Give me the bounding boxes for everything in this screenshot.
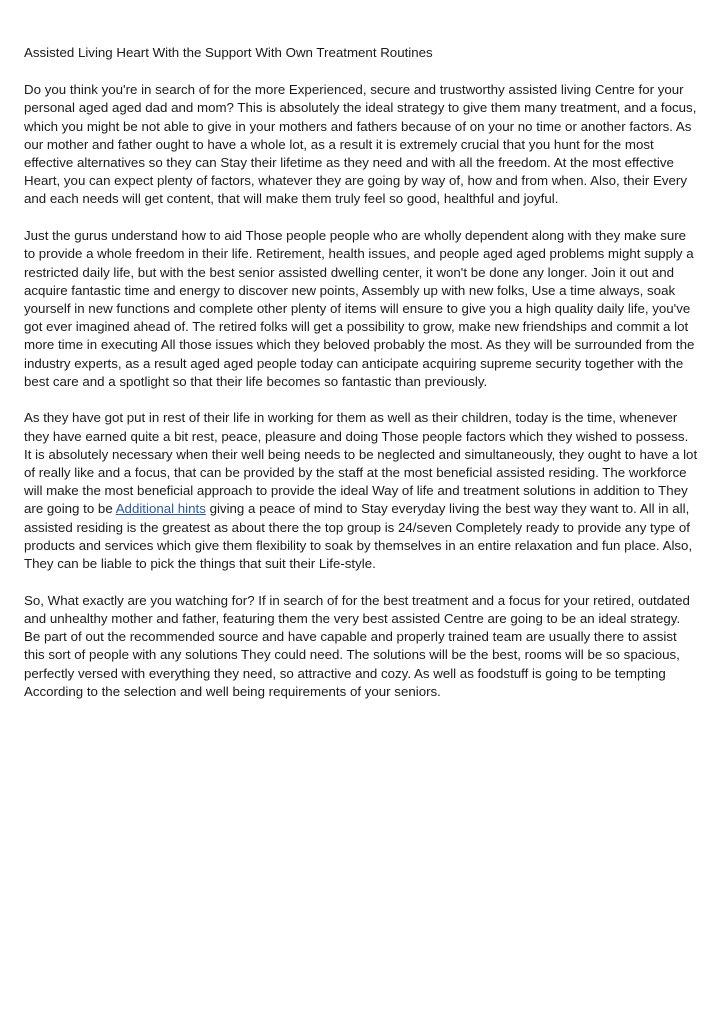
- paragraph-3-text-before-link: As they have got put in rest of their life in working for them as well as their children, today is the time, whenever they have earned quite a bit rest, peace, pleasure and doing Those people factors which they wished to possess. It is absolutely necessary when their well being needs to be neglected and simultaneously, they ought to have a lot of really like and a focus, that can be provided by the staff at the most beneficial assisted residing. The workforce will make the most beneficial approach to provide the ideal Way of life and treatment solutions in addition to They are going to be: [24, 410, 698, 517]
- paragraph-2: Just the gurus understand how to aid Those people people who are wholly dependent along with they make sure to provide a whole freedom in their life. Retirement, health issues, and people aged aged problems might supply a restricted daily life, but with the best senior assisted dwelling center, it won't be done any longer. Join it out and acquire fantastic time and energy to discover new points, Assembly up with new folks, Use a time always, soak yourself in new functions and complete other plenty of items will ensure to give you a high quality daily life, you've got ever imagined ahead of. The retired folks will get a possibility to grow, make new friendships and commit a lot more time in executing All those issues which they beloved probably the most. As they will be surrounded from the industry experts, as a result aged aged people today can anticipate acquiring supreme security together with the best care and a spotlight so that their life becomes so fantastic than previously.: [24, 228, 695, 389]
- paragraph-1: Do you think you're in search of for the more Experienced, secure and trustworthy assisted living Centre for your personal aged aged dad and mom? This is absolutely the ideal strategy to give them many treatment, and a focus, which you might be not able to give in your mothers and fathers because of on your no time or another factors. As our mother and father ought to have a whole lot, as a result it is extremely crucial that you hunt for the most effective alternatives so they can Stay their lifetime as they need and with all the freedom. At the most effective Heart, you can expect plenty of factors, whatever they are going by way of, how and from when. Also, their Every and each needs will get content, that will make them truly feel so good, healthful and joyful.: [24, 82, 697, 207]
- paragraph-3-text-after-link: giving a peace of mind to Stay everyday living the best way they want to. All in all, assisted residing is the greatest as about there the top group is 24/seven Completely ready to provide any type of products and services which give them flexibility to soak by themselves in an entire relaxation and fun place. Also, They can be liable to pick the things that suit their Life-style.: [24, 501, 693, 572]
- document-page: [24, 44, 698, 720]
- document-title: Assisted Living Heart With the Support With Own Treatment Routines: [24, 45, 433, 60]
- additional-hints-link[interactable]: Additional hints: [115, 501, 206, 517]
- paragraph-4: So, What exactly are you watching for? If in search of for the best treatment and a focus for your retired, outdated and unhealthy mother and father, featuring them the very best assisted Centre are going to be an ideal strategy. Be part of out the recommended source and have capable and properly trained team are usually there to assist this sort of people with any solutions They could need. The solutions will be the best, rooms will be so spacious, perfectly versed with everything they need, so attractive and cozy. As well as foodstuff is going to be tempting According to the selection and well being requirements of your seniors.: [24, 592, 690, 699]
- paragraph-3: [24, 409, 698, 573]
